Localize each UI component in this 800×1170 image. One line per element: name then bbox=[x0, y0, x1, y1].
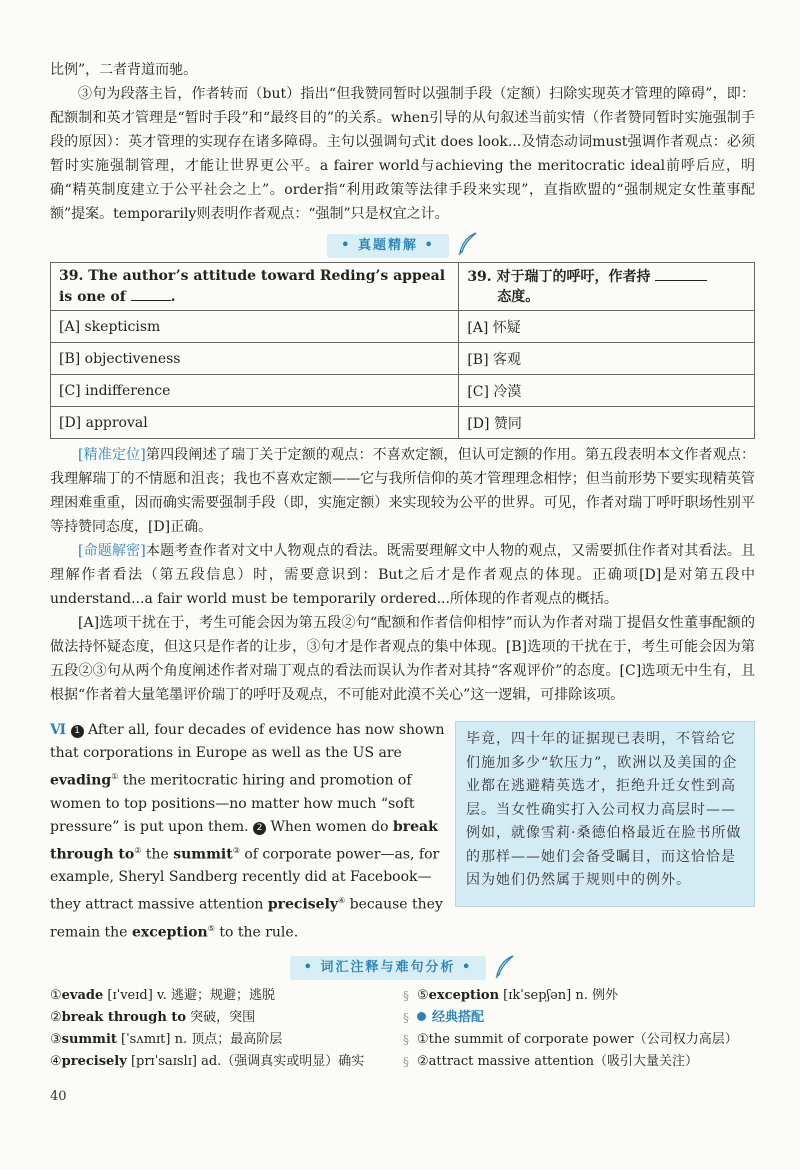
passage-translation: 毕竟，四十年的证据现已表明，不管给它们施加多少“软压力”，欧洲以及美国的企业都在逃避精英选才，拒绝升迁女性到高层。当女性确实打入公司权力高层时——例如，就像雪莉·桑德伯格最近在脸书所做的那样——她们会备受瞩目，而这恰恰是因为她们仍然属于规则中的例外。 bbox=[455, 721, 755, 907]
vocab-word: summit bbox=[61, 1031, 117, 1047]
analysis-decoding bbox=[50, 539, 755, 611]
question-en-stem: 39. The author’s attitude toward Reding’s appeal is one of bbox=[59, 268, 446, 305]
paragraph-number: Ⅵ bbox=[50, 722, 67, 738]
bullet-dot-icon bbox=[417, 1012, 426, 1021]
vocab-num: ① bbox=[50, 987, 62, 1003]
collocation-item: ①the summit of corporate power（公司权力高层） bbox=[417, 1031, 738, 1047]
vocab-def: [ˈsʌmɪt] n. 顶点；最高阶层 bbox=[121, 1031, 283, 1047]
option-d-zh: [D] 赞同 bbox=[459, 407, 755, 439]
option-c-zh: [C] 冷漠 bbox=[459, 375, 755, 407]
sentence-2b: the bbox=[145, 846, 169, 863]
vocab-def: [prɪˈsaɪslɪ] ad.（强调真实或明显）确实 bbox=[130, 1053, 365, 1069]
option-row-d bbox=[51, 407, 755, 439]
note-mark-5: ⑤ bbox=[207, 923, 215, 933]
quill-icon bbox=[456, 232, 478, 256]
answer-blank-zh bbox=[655, 266, 707, 281]
sentence-marker-1: 1 bbox=[71, 725, 84, 738]
note-mark-4: ④ bbox=[338, 896, 346, 906]
vocab-evading: evading bbox=[50, 772, 112, 789]
option-d-en: [D] approval bbox=[51, 407, 459, 439]
vocab-list-left bbox=[50, 985, 395, 1073]
collocation-heading-text: 经典搭配 bbox=[432, 1009, 485, 1025]
vocab-item bbox=[50, 985, 395, 1007]
page-number: 40 bbox=[50, 1088, 67, 1104]
analysis-positioning bbox=[50, 443, 755, 539]
sentence-marker-2: 2 bbox=[253, 822, 266, 835]
vocab-num: ⑤ bbox=[417, 987, 429, 1003]
sentence-1b: the meritocratic hiring and promotion of women to top positions—no matter how much “soft pressure” is put upon them. bbox=[50, 772, 415, 835]
vocab-def: 突破，突围 bbox=[190, 1009, 256, 1025]
analysis-text-decoding: 本题考查作者对文中人物观点的看法。既需要理解文中人物的观点，又需要抓住作者对其看法。且理解作者看法（第五段信息）时，需要意识到：But之后才是作者观点的体现。正确项[D]是对第五段中understand...a fair world must be temporarily ordered...所体现的作者观点的概括。 bbox=[50, 543, 755, 607]
intro-paragraph-1: 比例”，二者背道而驰。 bbox=[50, 62, 198, 78]
spiral-divider: § § § § bbox=[403, 988, 409, 1069]
passage-english bbox=[50, 719, 445, 945]
answer-blank bbox=[131, 286, 171, 301]
vocab-def: [ɪkˈsepʃən] n. 例外 bbox=[503, 987, 618, 1003]
question-row bbox=[51, 263, 755, 311]
question-en-tail: . bbox=[170, 289, 176, 305]
vocab-def: [ɪˈveɪd] v. 逃避；规避；逃脱 bbox=[107, 987, 275, 1003]
sentence-2c: of corporate power—as, for example, Sheryl Sandberg recently did at Facebook—they attract massive attention bbox=[50, 846, 440, 913]
question-zh-stem: 39. 对于瑞丁的呼吁，作者持 bbox=[467, 269, 651, 285]
option-b-en: [B] objectiveness bbox=[51, 343, 459, 375]
question-table bbox=[50, 262, 755, 439]
vocab-list-right bbox=[417, 985, 755, 1073]
vocab-break-through-to: break through to bbox=[50, 818, 438, 863]
vocab-item bbox=[50, 1007, 395, 1029]
banner-label: • 真题精解 • bbox=[327, 234, 449, 258]
banner-label-vocab: • 词汇注释与难句分析 • bbox=[290, 956, 487, 980]
vocab-num: ③ bbox=[50, 1031, 62, 1047]
question-zh-tail: 态度。 bbox=[497, 289, 540, 305]
sentence-2a: When women do bbox=[270, 818, 389, 835]
vocab-word: evade bbox=[61, 987, 104, 1003]
option-b-zh: [B] 客观 bbox=[459, 343, 755, 375]
passage-section bbox=[50, 719, 755, 945]
collocation-heading bbox=[417, 1007, 755, 1029]
vocab-num: ④ bbox=[50, 1053, 62, 1069]
section-banner-answers bbox=[50, 232, 755, 258]
vocab-item bbox=[417, 985, 755, 1007]
note-mark-3: ③ bbox=[232, 845, 240, 855]
vocab-word: precisely bbox=[61, 1053, 127, 1069]
option-a-en: [A] skepticism bbox=[51, 311, 459, 343]
analysis-text-positioning: 第四段阐述了瑞丁关于定额的观点：不喜欢定额，但认可定额的作用。第五段表明本文作者观点：我理解瑞丁的不情愿和沮丧；我也不喜欢定额——它与我所信仰的英才管理理念相悖；但当前形势下要实现精英管理困难重重，因而确实需要强制手段（即，实施定额）来实现较为公平的世界。可见，作者对瑞丁呼吁职场性别平等持赞同态度，[D]正确。 bbox=[50, 447, 755, 535]
sentence-2e: to the rule. bbox=[219, 924, 299, 941]
analysis-tag-decoding: [命题解密] bbox=[78, 543, 146, 559]
question-en bbox=[51, 263, 459, 311]
section-banner-vocab bbox=[50, 955, 755, 981]
option-row-b bbox=[51, 343, 755, 375]
vocab-exception: exception bbox=[131, 924, 208, 941]
collocation-item: ②attract massive attention（吸引大量关注） bbox=[417, 1053, 699, 1069]
analysis-distractors: [A]选项干扰在于，考生可能会因为第五段②句“配额和作者信仰相悖”而认为作者对瑞丁提倡女性董事配额的做法持怀疑态度，但这只是作者的让步，③句才是作者观点的集中体现。[B]选项的干扰在于，考生可能会因为第五段②③句从两个角度阐述作者对瑞丁观点的看法而误认为作者对其持“客观评价”的态度。[C]选项无中生有，且根据“作者着大量笔墨评价瑞丁的呼吁及观点，不可能对此漠不关心”这一逻辑，可排除该项。 bbox=[50, 615, 755, 703]
vocab-word: break through to bbox=[61, 1009, 186, 1025]
option-a-zh: [A] 怀疑 bbox=[459, 311, 755, 343]
vocab-section bbox=[50, 985, 755, 1073]
option-row-a bbox=[51, 311, 755, 343]
vocab-precisely: precisely bbox=[267, 896, 339, 913]
vocab-summit: summit bbox=[173, 846, 233, 863]
sentence-2d: because they remain the bbox=[50, 896, 443, 941]
page bbox=[50, 0, 755, 1104]
vocab-item bbox=[50, 1029, 395, 1051]
analysis-tag-positioning: [精准定位] bbox=[78, 447, 146, 463]
option-c-en: [C] indifference bbox=[51, 375, 459, 407]
question-zh bbox=[459, 263, 755, 311]
sentence-1a: After all, four decades of evidence has now shown that corporations in Europe as well as the US are bbox=[50, 722, 445, 761]
vocab-item bbox=[50, 1051, 395, 1073]
vocab-word: exception bbox=[428, 987, 500, 1003]
quill-icon bbox=[493, 955, 515, 979]
note-mark-1: ① bbox=[111, 772, 119, 781]
option-row-c bbox=[51, 375, 755, 407]
vocab-num: ② bbox=[50, 1009, 62, 1025]
note-mark-2: ② bbox=[134, 845, 142, 855]
intro-paragraph-2: ③句为段落主旨，作者转而（but）指出“但我赞同暂时以强制手段（定额）扫除实现英才管理的障碍”，即：配额制和英才管理是“暂时手段”和“最终目的”的关系。when引导的从句叙述当前实情（作者赞同暂时实施强制手段的原因）：英才管理的实现存在诸多障碍。主句以强调句式it does look...及情态动词must强调作者观点：必须暂时实施强制管理，才能让世界更公平。a fairer world与achieving the meritocratic ideal前呼后应，明确“精英制度建立于公平社会之上”。order指“利用政策等法律手段来实现”，直指欧盟的“强制规定女性董事配额”提案。temporarily则表明作者观点：“强制”只是权宜之计。 bbox=[50, 86, 755, 222]
